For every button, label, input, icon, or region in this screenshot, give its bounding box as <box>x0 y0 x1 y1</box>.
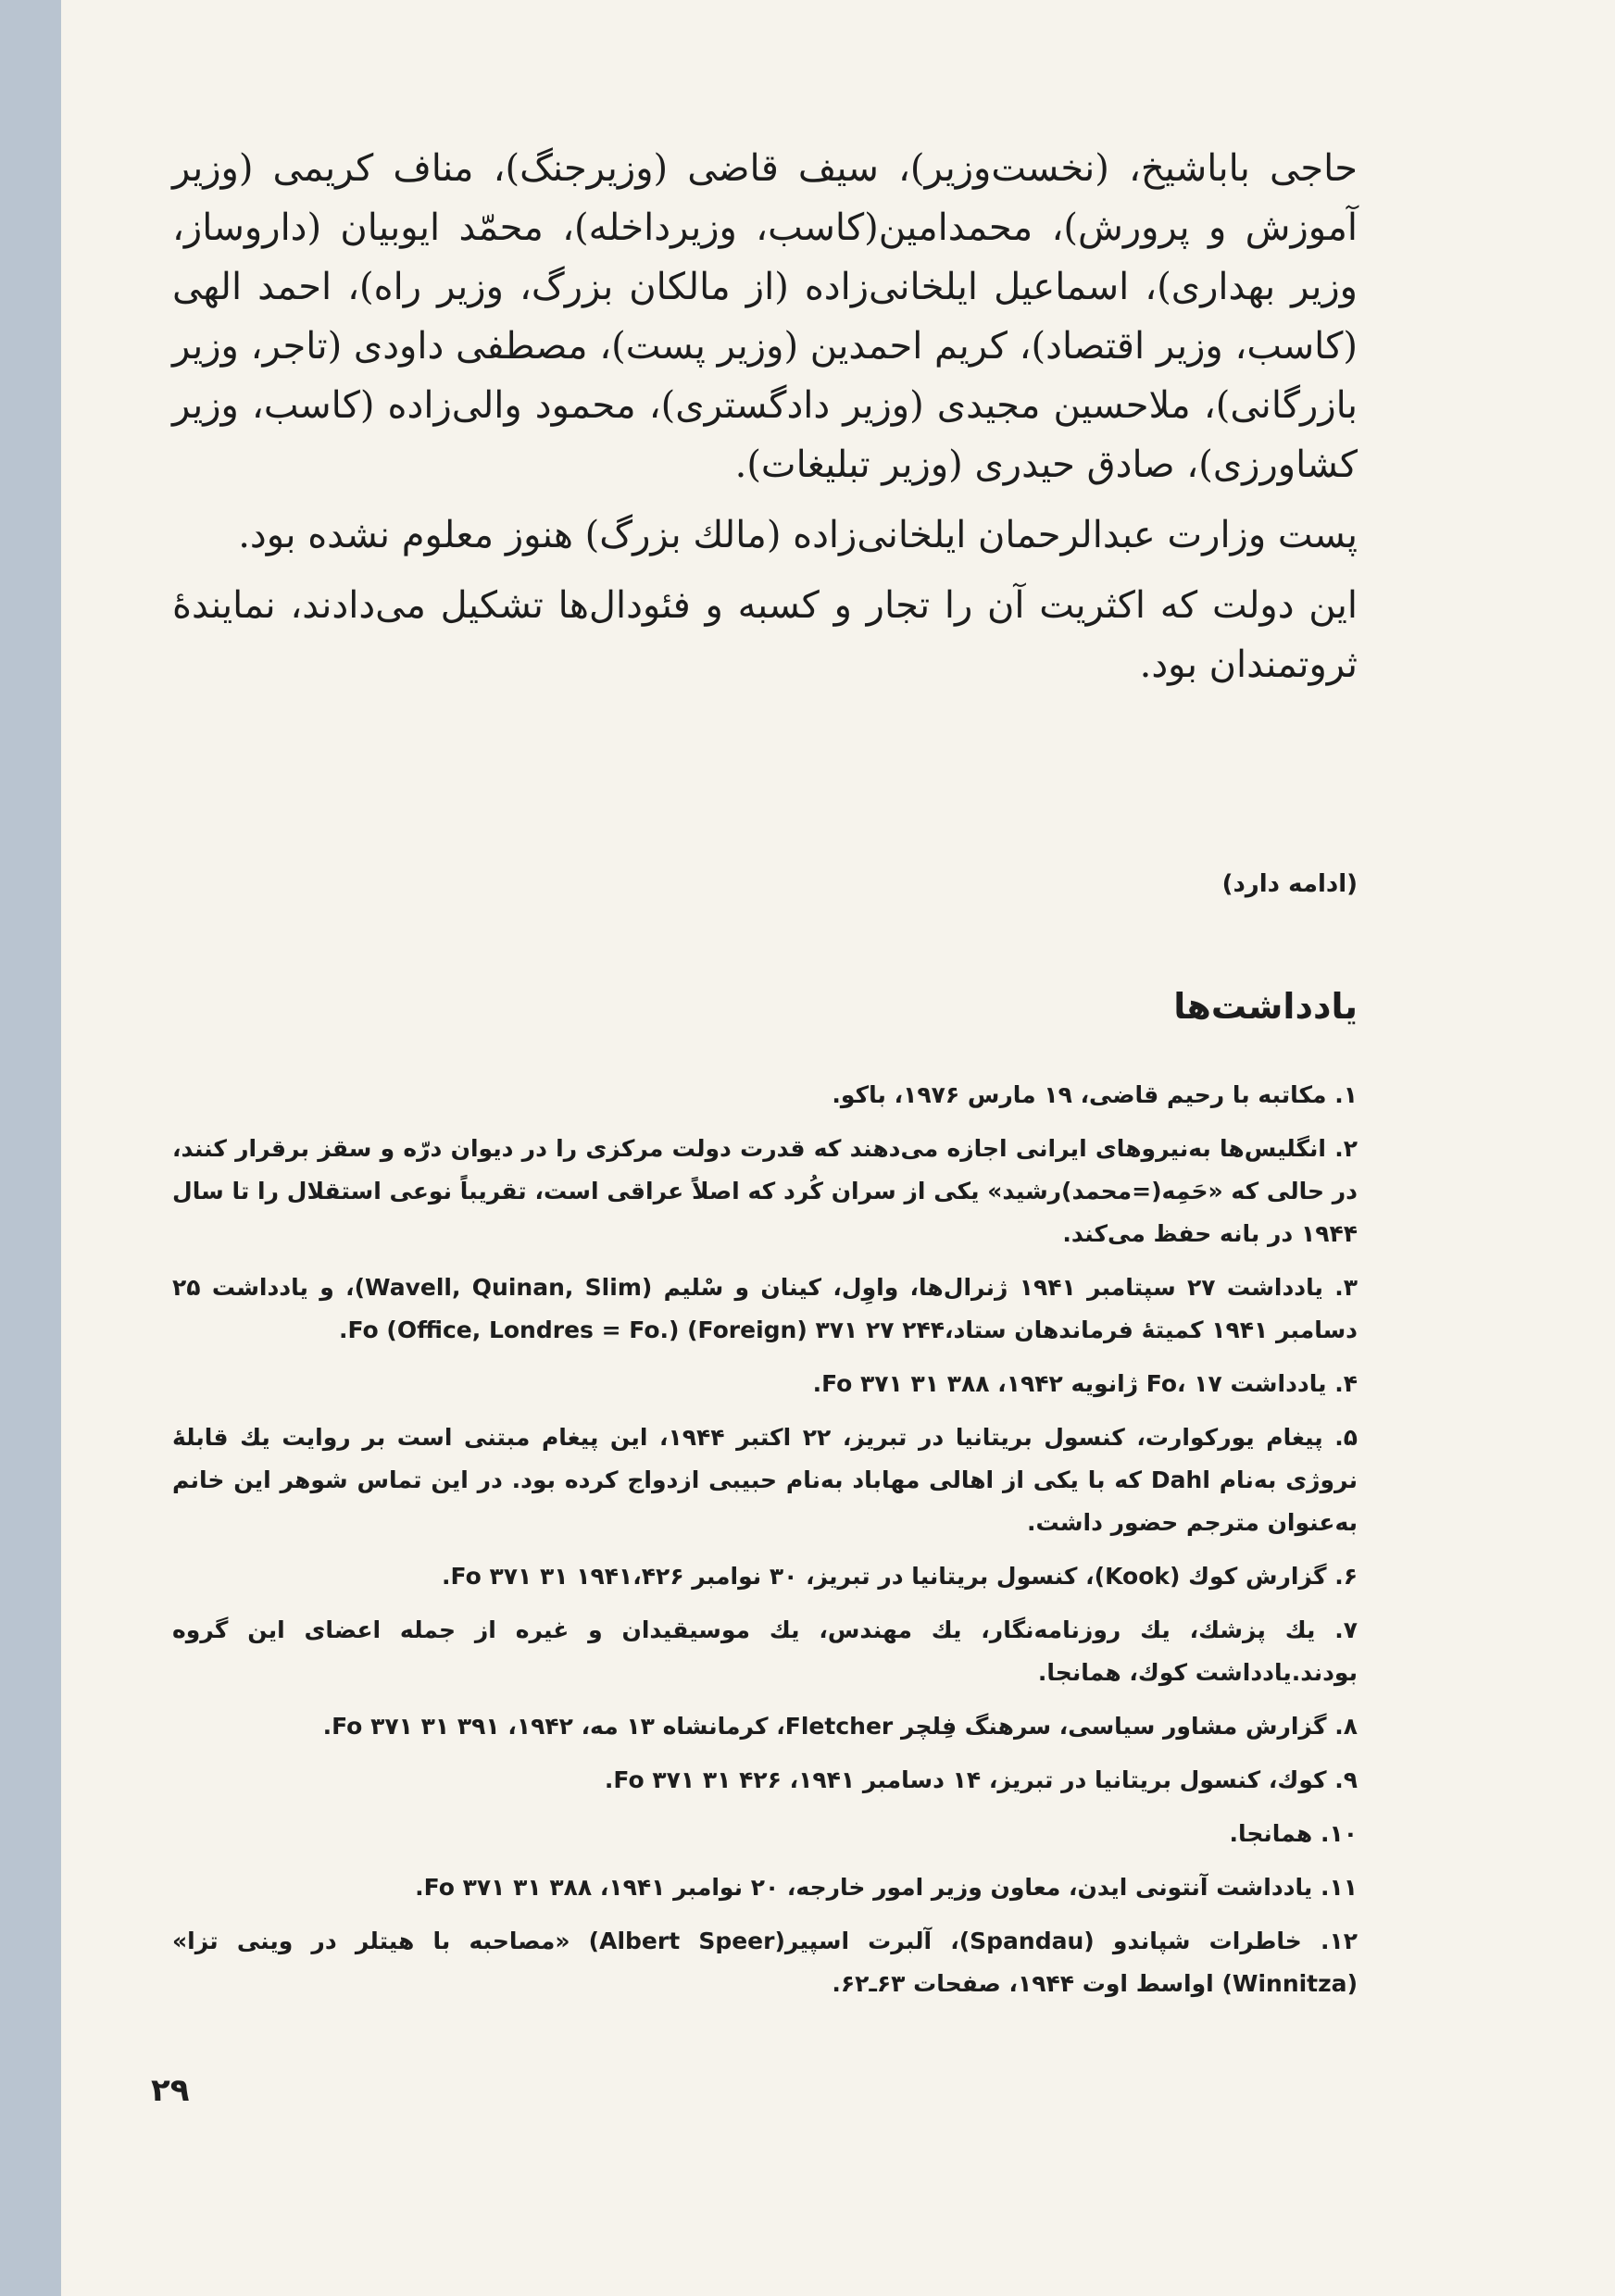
note-item: ۱۱. یادداشت آنتونی ایدن، معاون وزیر امور خارجه، ۲۰ نوامبر ۱۹۴۱، ۳۸۸ ۳۱ ۳۷۱ Fo. <box>415 1874 1358 1901</box>
page-number: ۲۹ <box>151 2072 190 2109</box>
body-text <box>172 139 1358 694</box>
paragraph-cabinet-list: حاجی باباشیخ، (نخست‌وزیر)، سیف قاضی (وزیرجنگ)، مناف کریمی (وزیر آموزش و پرورش)، محمدامین(کاسب، وزیرداخله)، محمّد ایوبیان (داروساز، وزیر بهداری)، اسماعیل ایلخانی‌زاده (از مالکان بزرگ، وزیر راه)، احمد الهی (کاسب، وزیر اقتصاد)، کریم احمدین (وزیر پست)، مصطفی داودی (تاجر، وزیر بازرگانی)، ملاحسین مجیدی (وزیر دادگستری)، محمود والی‌زاده (کاسب، وزیر کشاورزی)، صادق حیدری (وزیر تبلیغات). <box>172 147 1358 486</box>
note-item: ۶. گزارش کوك (Kook)، کنسول بریتانیا در تبریز، ۳۰ نوامبر ۱۹۴۱،۴۲۶ ۳۱ ۳۷۱ Fo. <box>442 1563 1358 1590</box>
note-item: ۲. انگلیس‌ها به‌نیروهای ایرانی اجازه می‌دهند که قدرت دولت مرکزی را در دیوان درّه و سقز برقرار کنند، در حالی که «حَمِه(=محمد)رشید» یکی از سران کُرد که اصلاً عراقی است، تقریباً نوعی استقلال را تا سال ۱۹۴۴ در بانه حفظ می‌کند. <box>172 1135 1358 1247</box>
note-item: ۸. گزارش مشاور سیاسی، سرهنگ فِلچر Fletcher، کرمانشاه ۱۳ مه، ۱۹۴۲، ۳۹۱ ۳۱ ۳۷۱ Fo. <box>322 1713 1358 1740</box>
note-item: ۷. یك پزشك، یك روزنامه‌نگار، یك مهندس، یك موسیقیدان و غیره از جمله اعضای این گروه بودند.یادداشت کوك، همانجا. <box>172 1616 1358 1686</box>
note-item: ۱. مکاتبه با رحیم قاضی، ۱۹ مارس ۱۹۷۶، باکو. <box>832 1081 1358 1108</box>
page-edge-background <box>0 0 61 2296</box>
notes-heading: یادداشت‌ها <box>1173 986 1358 1027</box>
note-item: ۵. پیغام یورکوارت، کنسول بریتانیا در تبریز، ۲۲ اکتبر ۱۹۴۴، این پیغام مبتنی است بر روایت یك قابلهٔ نروژی به‌نام Dahl که با یکی از اهالی مهاباد به‌نام حبیبی ازدواج کرده بود. در این تماس شوهر این خانم به‌عنوان مترجم حضور داشت. <box>172 1424 1358 1536</box>
note-item: ۹. کوك، کنسول بریتانیا در تبریز، ۱۴ دسامبر ۱۹۴۱، ۴۲۶ ۳۱ ۳۷۱ Fo. <box>604 1766 1358 1793</box>
paragraph-vacant-post: پست وزارت عبدالرحمان ایلخانی‌زاده (مالك بزرگ) هنوز معلوم نشده بود. <box>238 514 1358 556</box>
continued-label: (ادامه دارد) <box>1221 870 1358 898</box>
paragraph-government-nature: این دولت که اکثریت آن را تجار و کسبه و فئودال‌ها تشکیل می‌دادند، نمایندهٔ ثروتمندان بود. <box>172 584 1358 686</box>
notes-list <box>172 1074 1358 2016</box>
note-item: ۳. یادداشت ۲۷ سپتامبر ۱۹۴۱ ژنرال‌ها، واوِل، کینان و سْلیم (Wavell, Quinan, Slim)، و یادداشت ۲۵ دسامبر ۱۹۴۱ کمیتهٔ فرماندهان ستاد،۲۴۴ ۲۷ ۳۷۱ Fo (Office, Londres = Fo.) (Foreign). <box>172 1274 1358 1343</box>
note-item: ۱۲. خاطرات شپاندو (Spandau)، آلبرت اسپیر(Albert Speer) «مصاحبه با هیتلر در وینی تزا» (Winnitza) اواسط اوت ۱۹۴۴، صفحات ۶۳ـ۶۲. <box>172 1928 1358 1997</box>
note-item: ۴. یادداشت Fo، ۱۷ ژانویه ۱۹۴۲، ۳۸۸ ۳۱ ۳۷۱ Fo. <box>812 1370 1358 1397</box>
note-item: ۱۰. همانجا. <box>1229 1820 1358 1847</box>
